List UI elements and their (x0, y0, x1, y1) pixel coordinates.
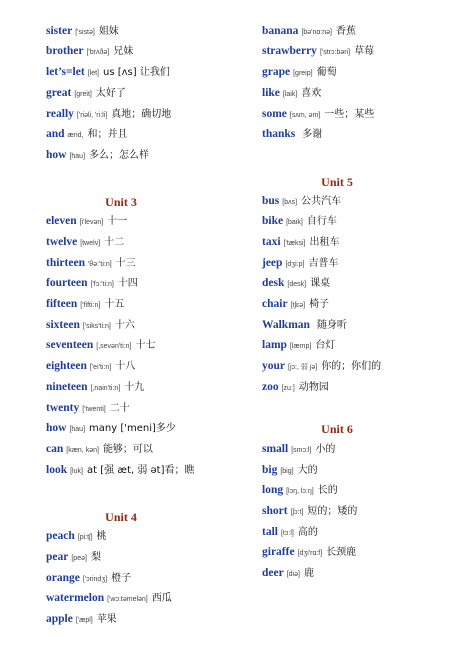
meaning: 喜欢 (301, 88, 322, 99)
vocab-entry (46, 464, 195, 478)
meaning: 能够；可以 (102, 444, 153, 455)
vocab-entry (262, 505, 357, 519)
phonetic: ['siks'ti:n] (82, 323, 111, 330)
word: seventeen (46, 339, 94, 351)
vocab-entry (262, 108, 374, 122)
vocab-entry (46, 572, 131, 586)
meaning: 十九 (124, 382, 145, 393)
phonetic: [hau] (69, 426, 86, 433)
word: and (46, 128, 65, 140)
vocab-entry (46, 319, 135, 333)
vocab-entry (46, 613, 117, 627)
word: apple (46, 613, 73, 625)
phonetic: 'θə:'ti:n] (87, 261, 112, 268)
word: taxi (262, 236, 281, 248)
vocab-entry (46, 551, 101, 565)
meaning: 十六 (114, 320, 135, 331)
word: fourteen (46, 277, 88, 289)
vocab-entry (262, 257, 338, 271)
word: orange (46, 572, 80, 584)
meaning: 太好了 (95, 88, 126, 99)
word: watermelon (46, 592, 105, 604)
meaning: 十一 (107, 216, 128, 227)
vocab-entry (46, 443, 153, 457)
meaning: 课桌 (310, 278, 331, 289)
vocab-entry (262, 66, 337, 80)
word: long (262, 484, 284, 496)
phonetic: [smɔ:l] (291, 447, 312, 454)
vocab-entry (262, 319, 347, 333)
vocab-entry (262, 298, 329, 312)
word: bike (262, 215, 284, 227)
word: peach (46, 530, 75, 542)
word: twenty (46, 402, 80, 414)
phonetic: [,nain'ti:n] (90, 385, 121, 392)
word: really (46, 108, 74, 120)
meaning: 长颈鹿 (326, 547, 357, 558)
meaning: us [ʌs] 让我们 (103, 67, 170, 78)
word: your (262, 360, 285, 372)
meaning: 吉普车 (308, 258, 339, 269)
word: sister (46, 25, 73, 37)
meaning: 多谢 (302, 129, 323, 140)
vocab-entry (46, 360, 135, 374)
meaning: 姐妹 (98, 26, 119, 37)
word: great (46, 87, 72, 99)
vocab-entry (262, 546, 356, 560)
phonetic: ['wɔ:təmelən] (107, 596, 148, 603)
phonetic: [bə'nɑ:nə] (301, 29, 332, 36)
phonetic: [baik] (286, 219, 303, 226)
word: like (262, 87, 280, 99)
meaning: 公共汽车 (301, 196, 342, 207)
meaning: 椅子 (309, 299, 330, 310)
vocab-entry (46, 530, 107, 544)
meaning: 葡萄 (316, 67, 337, 78)
vocab-entry (262, 25, 356, 39)
phonetic: [let] (87, 70, 99, 77)
phonetic: [greit] (74, 91, 92, 98)
phonetic: [jɔ:, 弱 jə] (288, 364, 318, 371)
word: eleven (46, 215, 77, 227)
phonetic: ænd, (67, 132, 84, 139)
unit-heading: Unit 3 (105, 195, 137, 209)
word: twelve (46, 236, 78, 248)
phonetic: ['tæksi] (283, 240, 306, 247)
word: chair (262, 298, 288, 310)
vocab-entry (262, 443, 335, 457)
meaning: 十七 (135, 340, 156, 351)
phonetic: [twelv] (80, 240, 101, 247)
word: deer (262, 567, 284, 579)
phonetic: [bʌs] (282, 199, 298, 206)
phonetic: ['fifti:n] (80, 302, 101, 309)
meaning: many ['meni]多少 (89, 423, 176, 434)
meaning: 桃 (96, 531, 107, 542)
word: fifteen (46, 298, 78, 310)
vocab-entry (46, 298, 124, 312)
phonetic: ['fɔ:'ti:n] (90, 281, 114, 288)
meaning: 十三 (115, 258, 136, 269)
word: eighteen (46, 360, 87, 372)
phonetic: [tʃɛə] (290, 302, 306, 309)
word: big (262, 464, 278, 476)
word: zoo (262, 381, 279, 393)
phonetic: [dʒi'rɑ:f] (297, 550, 323, 557)
meaning: 随身听 (316, 320, 347, 331)
phonetic: ['sistə] (75, 29, 95, 36)
meaning: 动物园 (298, 382, 329, 393)
vocab-entry (46, 592, 172, 606)
meaning: 一些；某些 (324, 109, 375, 120)
meaning: 十二 (104, 237, 125, 248)
meaning: 自行车 (306, 216, 337, 227)
word: bus (262, 195, 280, 207)
phonetic: [tɔ:l] (280, 530, 294, 537)
word: grape (262, 66, 291, 78)
vocab-entry (262, 526, 318, 540)
phonetic: [greip] (293, 70, 313, 77)
vocab-entry (262, 215, 337, 229)
phonetic: [laik] (282, 91, 298, 98)
phonetic: [diə] (286, 571, 300, 578)
phonetic: ['strɔ:bəri] (319, 49, 351, 56)
phonetic: [big] (280, 468, 294, 475)
meaning: 多么；怎么样 (89, 150, 150, 161)
vocab-entry (262, 45, 374, 59)
word: short (262, 505, 288, 517)
vocab-entry (262, 567, 314, 581)
vocab-entry (46, 25, 119, 39)
vocab-entry (46, 128, 128, 142)
vocab-entry (262, 339, 335, 353)
meaning: 橙子 (111, 573, 132, 584)
word: giraffe (262, 546, 295, 558)
vocab-entry (46, 87, 126, 101)
word: how (46, 149, 67, 161)
vocab-entry (262, 464, 318, 478)
phonetic: [,sevən'ti:n] (96, 343, 132, 350)
meaning: 梨 (90, 552, 101, 563)
vocab-entry (262, 360, 381, 374)
vocab-entry (46, 277, 138, 291)
vocab-entry (262, 128, 322, 142)
word: how (46, 422, 67, 434)
meaning: 香蕉 (335, 26, 356, 37)
word: let’s=let (46, 66, 85, 78)
word: banana (262, 25, 299, 37)
phonetic: ['brʌðə] (86, 49, 110, 56)
meaning: 十五 (104, 299, 125, 310)
phonetic: ['twenti] (82, 406, 106, 413)
meaning: 十四 (117, 278, 138, 289)
word: thirteen (46, 257, 85, 269)
meaning: at [强 æt, 弱 ət]看；瞧 (86, 465, 195, 476)
vocab-entry (262, 381, 329, 395)
meaning: 大的 (297, 465, 318, 476)
phonetic: [hau] (69, 153, 86, 160)
word: can (46, 443, 64, 455)
vocab-entry (46, 422, 176, 436)
meaning: 你的；你们的 (321, 361, 382, 372)
vocab-entry (46, 236, 124, 250)
vocab-entry (262, 484, 338, 498)
meaning: 草莓 (354, 46, 375, 57)
word: Walkman (262, 319, 310, 331)
meaning: 兄妹 (113, 46, 134, 57)
phonetic: ['ei'ti:n] (89, 364, 112, 371)
word: strawberry (262, 45, 317, 57)
word: small (262, 443, 289, 455)
word: lamp (262, 339, 287, 351)
phonetic: [sʌm, əm] (289, 112, 321, 119)
meaning: 真地；确切地 (111, 109, 172, 120)
word: nineteen (46, 381, 88, 393)
word: jeep (262, 257, 283, 269)
phonetic: [desk] (287, 281, 307, 288)
vocab-entry (262, 195, 341, 209)
vocab-entry (46, 215, 127, 229)
vocab-entry (262, 277, 330, 291)
phonetic: [zu:] (281, 385, 295, 392)
vocab-entry (46, 257, 136, 271)
word: pear (46, 551, 69, 563)
vocab-entry (46, 402, 130, 416)
meaning: 出租车 (309, 237, 340, 248)
phonetic: [lɔŋ, lɔ:ŋ] (286, 488, 314, 495)
vocab-entry (46, 45, 133, 59)
word: brother (46, 45, 84, 57)
meaning: 高的 (297, 527, 318, 538)
unit-heading: Unit 4 (105, 510, 137, 524)
meaning: 十八 (115, 361, 136, 372)
word: sixteen (46, 319, 80, 331)
meaning: 鹿 (303, 568, 314, 579)
phonetic: [dʒi:p] (285, 261, 305, 268)
meaning: 苹果 (96, 614, 117, 625)
phonetic: [luk] (70, 468, 83, 475)
vocab-entry (262, 236, 339, 250)
word: thanks (262, 128, 296, 140)
meaning: 小的 (315, 444, 336, 455)
meaning: 二十 (109, 403, 130, 414)
meaning: 长的 (317, 485, 338, 496)
phonetic: ['riəli, 'ri:li] (76, 112, 108, 119)
phonetic: [læmp] (289, 343, 312, 350)
vocab-entry (46, 381, 144, 395)
phonetic: [kæn, kən] (66, 447, 99, 454)
phonetic: ['ɔrindʒ] (82, 576, 108, 583)
meaning: 短的；矮的 (307, 506, 358, 517)
vocab-entry (46, 66, 170, 80)
meaning: 台灯 (315, 340, 336, 351)
word: look (46, 464, 68, 476)
phonetic: [pi:tʃ] (77, 534, 93, 541)
phonetic: ['æpl] (75, 617, 93, 624)
vocab-entry (46, 108, 171, 122)
word: desk (262, 277, 285, 289)
phonetic: [i'levən] (79, 219, 104, 226)
word: some (262, 108, 287, 120)
word: tall (262, 526, 278, 538)
unit-heading: Unit 5 (321, 175, 353, 189)
vocab-entry (46, 149, 149, 163)
meaning: 西瓜 (151, 593, 172, 604)
phonetic: [ʃɔ:t] (290, 509, 304, 516)
vocab-entry (46, 339, 155, 353)
meaning: 和；并且 (87, 129, 128, 140)
phonetic: [peə] (71, 555, 87, 562)
vocab-entry (262, 87, 321, 101)
unit-heading: Unit 6 (321, 422, 353, 436)
